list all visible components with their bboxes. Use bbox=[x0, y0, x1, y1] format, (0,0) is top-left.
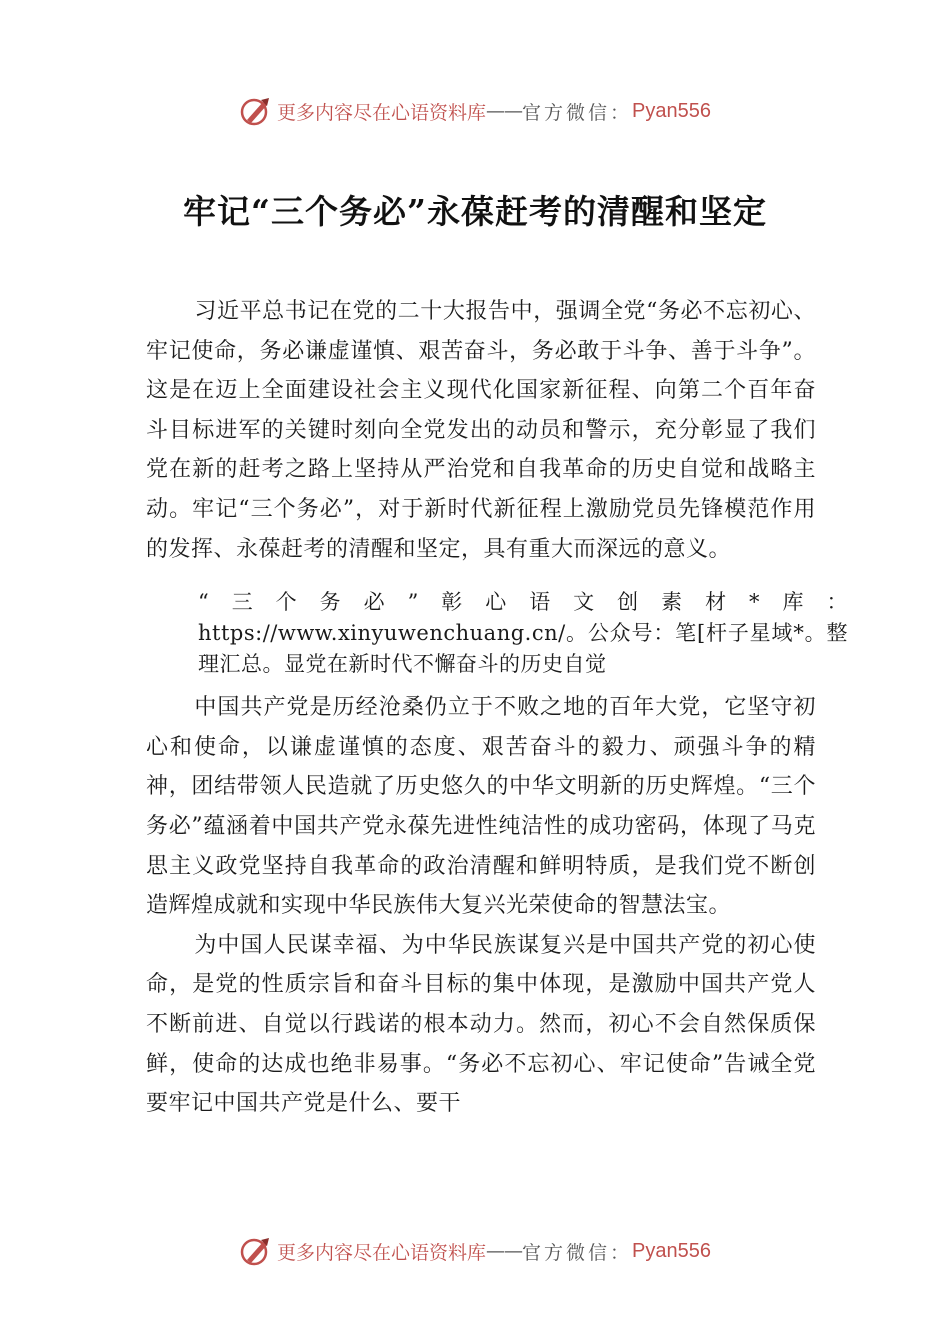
banner-separator-2: — bbox=[504, 1240, 523, 1262]
paragraph-1: 习近平总书记在党的二十大报告中，强调全党“务必不忘初心、牢记使命，务必谦虚谨慎、艰苦奋斗，务必敢于斗争、善于斗争”。这是在迈上全面建设社会主义现代化国家新征程、向第二个百年奋斗目标进军的关键时刻向全党发出的动员和警示，充分彰显了我们党在新的赶考之路上坚持从严治党和自我革命的历史自觉和战略主动。牢记“三个务必”，对于新时代新征程上激励党员先锋模范作用的发挥、永葆赶考的清醒和坚定，具有重大而深远的意义。 bbox=[146, 299, 816, 562]
banner-wechat-label: 官方微信： bbox=[522, 101, 633, 124]
banner-wechat-id: Pyan556 bbox=[632, 99, 711, 122]
banner-separator: — bbox=[486, 100, 505, 122]
document-title: 牢记“三个务必”永葆赶考的清醒和坚定 bbox=[183, 192, 767, 231]
banner-separator: — bbox=[486, 1240, 505, 1262]
pen-logo-icon bbox=[239, 96, 273, 126]
banner-text: 更多内容尽在心语资料库 bbox=[277, 101, 487, 124]
banner-separator-2: — bbox=[504, 100, 523, 122]
header-banner bbox=[0, 96, 950, 126]
banner-text: 更多内容尽在心语资料库 bbox=[277, 1241, 487, 1264]
pen-logo-icon bbox=[239, 1236, 273, 1266]
banner-wechat-id: Pyan556 bbox=[632, 1239, 711, 1262]
banner-wechat-label: 官方微信： bbox=[522, 1241, 633, 1264]
paragraph-3: 为中国人民谋幸福、为中华民族谋复兴是中国共产党的初心使命，是党的性质宗旨和奋斗目标的集中体现，是激励中国共产党人不断前进、自觉以行践诺的根本动力。然而，初心不会自然保质保鲜，使命的达成也绝非易事。“务必不忘初心、牢记使命”告诫全党要牢记中国共产党是什么、要干 bbox=[146, 932, 816, 1117]
document-body bbox=[146, 292, 848, 1124]
footer-banner bbox=[0, 1236, 950, 1266]
paragraph-2: 中国共产党是历经沧桑仍立于不败之地的百年大党，它坚守初心和使命，以谦虚谨慎的态度、艰苦奋斗的毅力、顽强斗争的精神，团结带领人民造就了历史悠久的中华文明新的历史辉煌。“三个务必”蕴涵着中国共产党永葆先进性纯洁性的成功密码，体现了马克思主义政党坚持自我革命的政治清醒和鲜明特质，是我们党不断创造辉煌成就和实现中华民族伟大复兴光荣使命的智慧法宝。 bbox=[146, 695, 816, 919]
source-note: “三个务必”彰心语文创素材*库：https://www.xinyuwenchuang.cn/。公众号：笔[杆子星域*。整理汇总。显党在新时代不懈奋斗的历史自觉 bbox=[198, 590, 848, 677]
